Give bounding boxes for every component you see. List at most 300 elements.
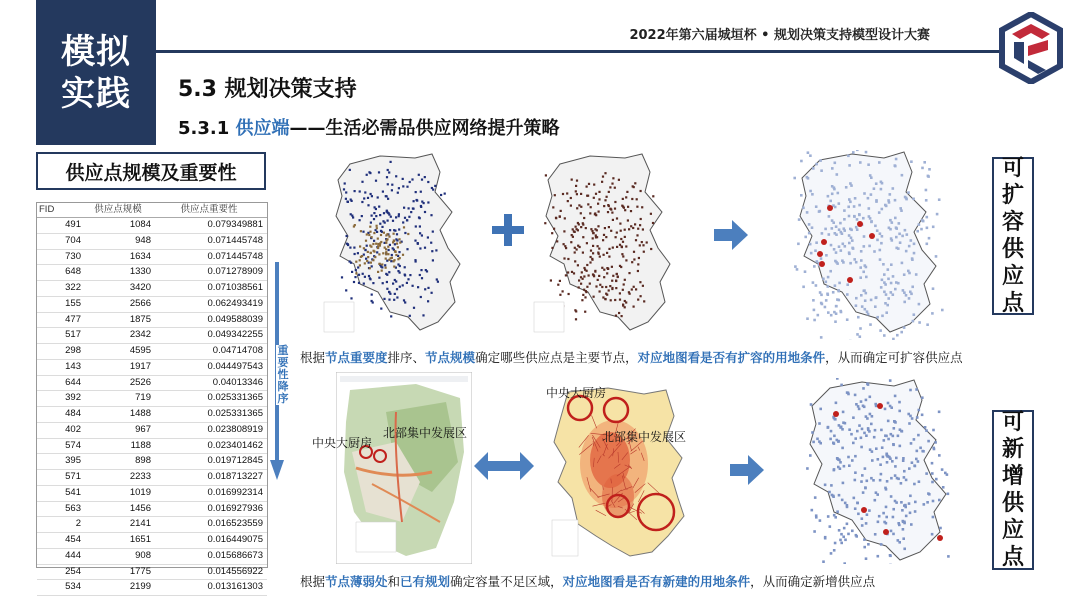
map-point: [610, 230, 612, 232]
map-point: [606, 196, 608, 198]
map-point: [855, 297, 858, 300]
table-body: [37, 218, 267, 596]
map-point: [621, 205, 623, 207]
map-point: [830, 430, 833, 433]
map-point: [437, 281, 439, 283]
map-point: [810, 403, 813, 406]
map-point: [815, 284, 818, 287]
map-point: [848, 428, 851, 431]
map-point: [926, 323, 929, 326]
cell-scale: 967: [135, 423, 151, 435]
map-point: [559, 216, 561, 218]
cell-importance: 0.016927936: [207, 502, 263, 514]
map-point: [404, 301, 406, 303]
bottom-caption: [300, 572, 875, 590]
highlight-point: [861, 507, 867, 513]
map-point: [614, 187, 616, 189]
map-point: [371, 300, 373, 302]
map-point: [880, 473, 883, 476]
map-point: [853, 497, 856, 500]
map-point: [416, 199, 418, 201]
cell-fid: 484: [65, 408, 81, 419]
map-point: [393, 240, 395, 242]
map-point: [608, 226, 610, 228]
map-point: [404, 266, 406, 268]
map-point: [824, 537, 827, 540]
map-point: [912, 198, 915, 201]
map-point: [876, 493, 879, 496]
map-point: [838, 529, 841, 532]
map-point: [406, 282, 408, 284]
map-point: [874, 225, 877, 228]
map-point: [922, 220, 925, 223]
map-point: [383, 212, 385, 214]
map-point: [386, 260, 388, 262]
map-point: [875, 200, 878, 203]
map-point: [559, 294, 561, 296]
table-row: [37, 391, 267, 407]
map-point: [578, 223, 580, 225]
cell-fid: 571: [65, 471, 81, 482]
map-point: [847, 456, 850, 459]
map-point: [430, 242, 432, 244]
map-point: [921, 396, 924, 399]
map-point: [836, 378, 839, 380]
map-point: [424, 288, 426, 290]
map-point: [858, 204, 861, 207]
map-point: [894, 165, 897, 168]
cell-fid: 254: [65, 565, 81, 577]
map-point: [857, 316, 860, 319]
map-point: [380, 266, 382, 268]
map-point: [389, 293, 391, 295]
map-point: [387, 198, 389, 200]
map-point: [827, 515, 830, 518]
map-point: [553, 228, 555, 230]
map-point: [345, 191, 347, 193]
map-point: [574, 309, 576, 311]
map-point: [388, 212, 390, 214]
map-point: [824, 306, 827, 309]
map-point: [354, 190, 356, 192]
map-point: [918, 409, 921, 412]
map-point: [380, 230, 382, 232]
caption-highlight: 对应地图看是否有扩容的用地条件: [637, 350, 826, 365]
map-point: [603, 269, 605, 271]
map-point: [849, 228, 852, 231]
map-point: [583, 275, 585, 277]
map-point: [604, 172, 606, 174]
map-point: [864, 487, 867, 490]
map-point: [563, 243, 565, 245]
map-point: [868, 245, 871, 248]
table-row: [37, 407, 267, 423]
map-point: [796, 268, 799, 271]
table-row: [37, 218, 267, 234]
map-point: [560, 210, 562, 212]
map-point: [355, 269, 357, 271]
map-point: [574, 260, 576, 262]
map-point: [802, 286, 805, 289]
map-point: [879, 479, 882, 482]
map-point: [926, 501, 929, 504]
map-point: [810, 252, 813, 255]
map-point: [392, 283, 394, 285]
map-point: [933, 448, 936, 451]
caption-text: 排序、: [387, 350, 426, 365]
map-point: [916, 450, 919, 453]
map-point: [608, 248, 610, 250]
map-point: [887, 297, 890, 300]
map-point: [819, 159, 822, 162]
map-point: [599, 256, 601, 258]
cell-scale: 1651: [129, 534, 151, 545]
map-point: [377, 196, 379, 198]
map-point: [864, 264, 867, 267]
map-point: [820, 302, 823, 305]
map-point: [844, 245, 847, 248]
map-point: [841, 447, 844, 450]
map-point: [843, 527, 846, 530]
map-point: [881, 235, 884, 238]
cell-importance: 0.015686673: [207, 549, 263, 561]
table-row: [37, 328, 267, 344]
map-point: [606, 272, 608, 274]
map-legend: [534, 302, 564, 332]
map-point: [836, 439, 839, 442]
map-point: [606, 252, 608, 254]
map-point: [881, 279, 884, 282]
cell-fid: 392: [65, 392, 81, 404]
map-point: [863, 235, 866, 238]
map-point: [420, 296, 422, 298]
map-point: [824, 228, 827, 231]
map-point: [867, 383, 870, 386]
map-point: [399, 242, 401, 244]
map-point: [898, 524, 901, 527]
map-point: [573, 272, 575, 274]
map-point: [408, 216, 410, 218]
map-point: [409, 181, 411, 183]
map-point: [563, 230, 565, 232]
map-point: [627, 206, 629, 208]
map-point: [411, 178, 413, 180]
contest-title: 2022年第六届城垣杯 • 规划决策支持模型设计大赛: [629, 28, 930, 43]
map-point: [616, 246, 618, 248]
map-point: [380, 308, 382, 310]
map-point: [402, 178, 404, 180]
map-point: [592, 245, 594, 247]
cell-importance: 0.049342255: [207, 329, 263, 341]
map-point: [863, 245, 866, 248]
map-point: [636, 206, 638, 208]
map-point: [420, 269, 422, 271]
map-point: [828, 233, 831, 236]
map-point: [923, 161, 926, 164]
map-point: [404, 274, 406, 276]
cell-scale: 1775: [129, 565, 151, 577]
map-point: [398, 213, 400, 215]
cell-importance: 0.014556922: [207, 565, 263, 577]
map-point: [947, 555, 950, 558]
map-point: [393, 299, 395, 301]
map-point: [811, 431, 814, 434]
map-point: [639, 244, 641, 246]
map-point: [381, 270, 383, 272]
map-point: [344, 182, 346, 184]
map-point: [892, 443, 895, 446]
map-point: [427, 181, 429, 183]
map-point: [575, 190, 577, 192]
map-point: [918, 223, 921, 226]
map-point: [844, 502, 847, 505]
map-point: [833, 549, 836, 552]
cell-scale: 948: [135, 234, 151, 246]
map-point: [373, 251, 375, 253]
map-point: [392, 220, 394, 222]
map-point: [379, 223, 381, 225]
map-point: [639, 224, 641, 226]
map-point: [846, 283, 849, 286]
map-point: [879, 463, 882, 466]
map-point: [859, 161, 862, 164]
map-point: [611, 212, 613, 214]
cell-fid: 644: [65, 376, 81, 388]
map-point: [858, 424, 861, 427]
caption-highlight: 对应地图看是否有新建的用地条件: [562, 574, 751, 589]
table-row: [37, 470, 267, 486]
map-point: [865, 151, 868, 154]
map-point: [386, 211, 388, 213]
map-point: [871, 450, 874, 453]
map-point: [843, 562, 846, 564]
map-point: [908, 245, 911, 248]
map-point: [855, 304, 858, 307]
map-point: [906, 233, 909, 236]
map-point: [593, 232, 595, 234]
map-point: [806, 317, 809, 320]
highlight-point: [819, 261, 825, 267]
map-point: [387, 253, 389, 255]
map-point: [583, 289, 585, 291]
cell-scale: 898: [135, 455, 151, 467]
heatmap-label-kitchen: 中央大厨房: [546, 386, 607, 400]
map-point: [846, 293, 849, 296]
map-point: [589, 261, 591, 263]
map-point: [844, 539, 847, 542]
map-point: [378, 253, 380, 255]
caption-text: 根据: [300, 350, 326, 365]
cell-fid: 477: [65, 313, 81, 325]
map-point: [899, 207, 902, 210]
map-point: [390, 161, 392, 163]
map-point: [597, 279, 599, 281]
map-point: [927, 175, 930, 178]
map-point: [436, 278, 438, 280]
map-point: [811, 509, 814, 512]
map-point: [838, 245, 841, 248]
map-point: [863, 432, 866, 435]
map-point: [431, 187, 433, 189]
map-point: [862, 387, 865, 390]
map-point: [369, 267, 371, 269]
map-point: [819, 210, 822, 213]
map-point: [809, 243, 812, 246]
map-point: [833, 442, 836, 445]
map-point: [909, 389, 912, 392]
map-point: [804, 270, 807, 273]
map-point: [887, 438, 890, 441]
map-point: [395, 216, 397, 218]
map-point: [857, 513, 860, 516]
map-point: [386, 281, 388, 283]
map-point: [890, 282, 893, 285]
map-point: [354, 276, 356, 278]
map-point: [880, 242, 883, 245]
map-point: [836, 510, 839, 513]
map-point: [388, 259, 390, 261]
cell-scale: 4595: [129, 345, 151, 356]
cell-importance: 0.079349881: [207, 219, 263, 230]
map-point: [837, 466, 840, 469]
map-point: [928, 493, 931, 496]
map-point: [848, 215, 851, 218]
map-point: [865, 434, 868, 437]
map-point: [807, 151, 810, 154]
map-point: [886, 480, 889, 483]
map-point: [840, 384, 843, 387]
map-point: [905, 479, 908, 482]
map-point: [866, 480, 869, 483]
map-point: [389, 229, 391, 231]
map-point: [421, 234, 423, 236]
map-point: [932, 516, 935, 519]
cell-importance: 0.025331365: [207, 408, 263, 419]
map-point: [413, 307, 415, 309]
map-point: [622, 198, 624, 200]
map-point: [420, 191, 422, 193]
map-point: [847, 155, 850, 158]
map-point: [820, 294, 823, 297]
map-point: [883, 521, 886, 524]
map-point: [885, 293, 888, 296]
map-point: [890, 530, 893, 533]
map-point: [884, 204, 887, 207]
map-point: [819, 519, 822, 522]
map-point: [838, 424, 841, 427]
map-point: [392, 247, 394, 249]
map-point: [859, 276, 862, 279]
map-point: [910, 523, 913, 526]
map-point: [355, 261, 357, 263]
map-point: [358, 282, 360, 284]
map-point: [418, 216, 420, 218]
map-point: [806, 176, 809, 179]
map-point: [881, 315, 884, 318]
map-point: [854, 455, 857, 458]
map-point: [928, 237, 931, 240]
map-point: [597, 225, 599, 227]
map-point: [633, 258, 635, 260]
map-point: [402, 284, 404, 286]
table-row: [37, 533, 267, 549]
map-point: [808, 232, 811, 235]
map-point: [386, 288, 388, 290]
map-point: [896, 477, 899, 480]
map-point: [858, 408, 861, 411]
map-point: [840, 231, 843, 234]
cell-fid: 402: [65, 423, 81, 435]
map-point: [860, 446, 863, 449]
map-point: [820, 169, 823, 172]
result-label-new: 可 新 增 供 应 点: [1001, 410, 1024, 570]
map-point: [851, 459, 854, 462]
map-point: [883, 334, 886, 337]
map-point: [359, 219, 361, 221]
map-point: [413, 200, 415, 202]
map-point: [642, 285, 644, 287]
map-point: [910, 442, 913, 445]
map-point: [873, 250, 876, 253]
map-point: [926, 227, 929, 230]
map-point: [895, 158, 898, 161]
map-point: [366, 245, 368, 247]
map-point: [366, 260, 368, 262]
map-point: [375, 215, 377, 217]
map-point: [816, 438, 819, 441]
map-point: [427, 287, 429, 289]
map-point: [837, 290, 840, 293]
map-point: [871, 415, 874, 418]
map-point: [901, 262, 904, 265]
map-point: [863, 289, 866, 292]
map-point: [830, 314, 833, 317]
map-point: [371, 294, 373, 296]
map-point: [385, 267, 387, 269]
map-point: [370, 252, 372, 254]
map-point: [865, 522, 868, 525]
map-point: [582, 294, 584, 296]
map-point: [383, 232, 385, 234]
map-point: [373, 240, 375, 242]
map-point: [869, 396, 872, 399]
map-point: [388, 249, 390, 251]
map-point: [887, 278, 890, 281]
map-point: [642, 244, 644, 246]
map-point: [903, 273, 906, 276]
map-point: [862, 271, 865, 274]
map-point: [370, 262, 372, 264]
map-point: [419, 247, 421, 249]
map-point: [808, 223, 811, 226]
map-point: [860, 480, 863, 483]
map-point: [598, 191, 600, 193]
map-point: [868, 430, 871, 433]
map-point: [399, 286, 401, 288]
map-point: [846, 523, 849, 526]
map-point: [388, 271, 390, 273]
map-point: [371, 215, 373, 217]
map-point: [398, 238, 400, 240]
map-point: [604, 227, 606, 229]
map-point: [833, 469, 836, 472]
map-point: [829, 525, 832, 528]
map-point: [827, 426, 830, 429]
map-point: [619, 265, 621, 267]
map-point: [361, 181, 363, 183]
map-point: [877, 555, 880, 558]
map-point: [637, 299, 639, 301]
